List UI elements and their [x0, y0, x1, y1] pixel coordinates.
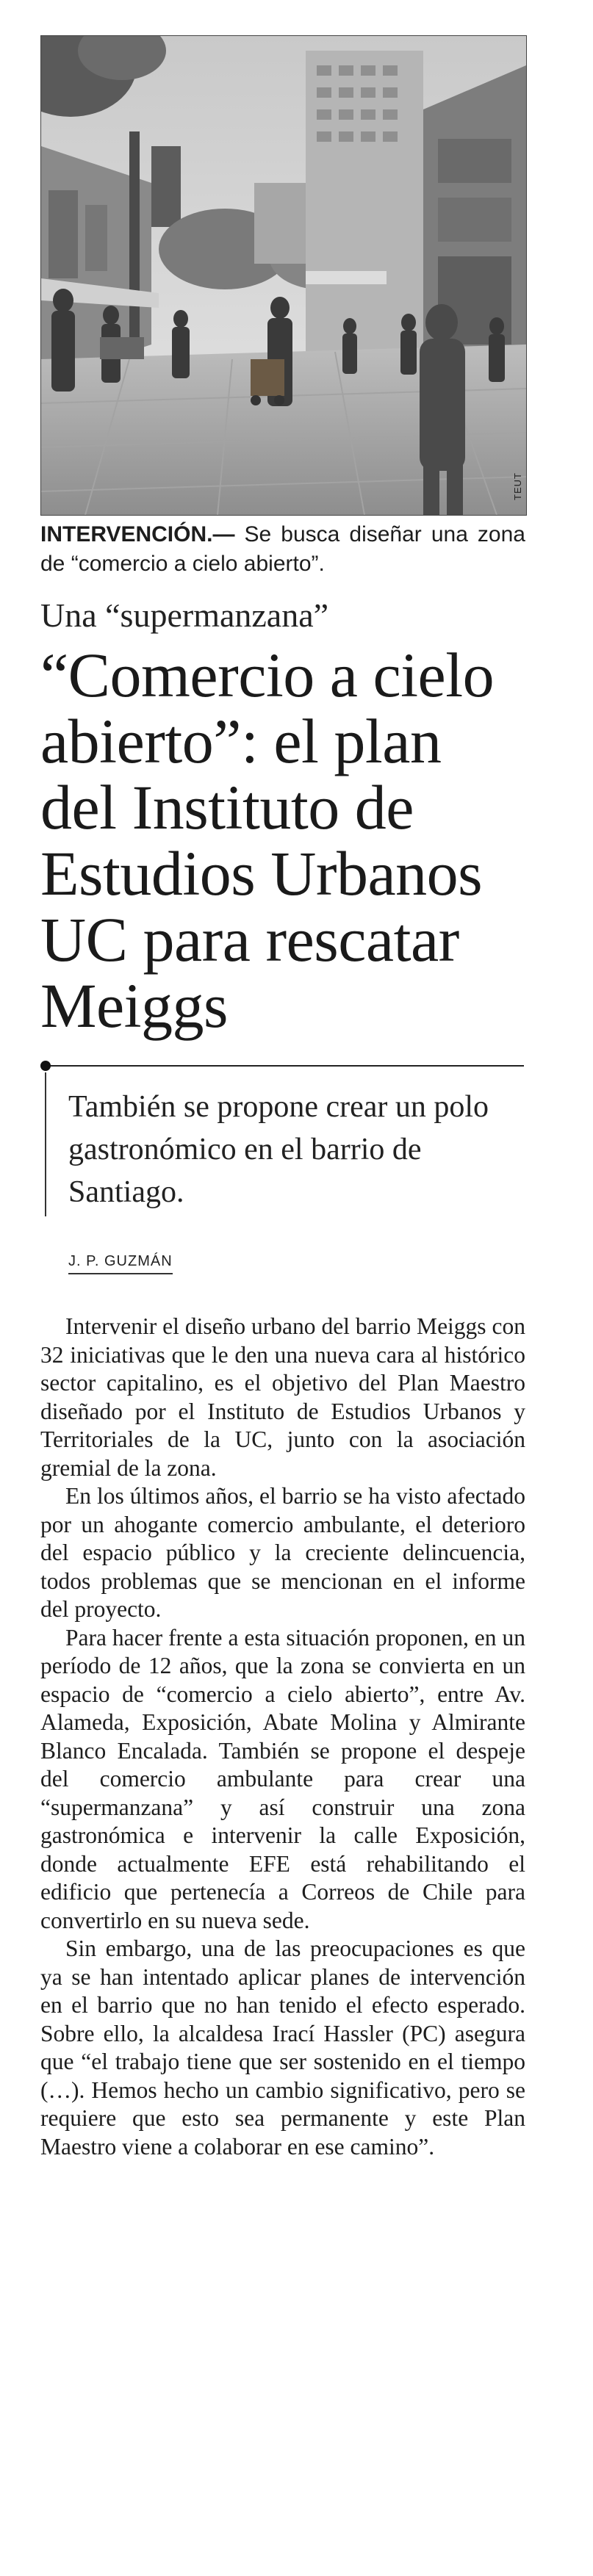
body-paragraph: Intervenir el diseño urbano del barrio Meiggs con 32 iniciativas que le den una nueva cara al histórico sector capitalino, es el objetivo del Plan Maestro diseñado por el Instituto de Estudios Urbanos y Territoriales de la UC, junto con la asociación gremial de la zona. — [40, 1313, 525, 1481]
deck: También se propone crear un polo gastronómico en el barrio de Santiago. — [68, 1090, 489, 1209]
kicker: Una “supermanzana” — [40, 596, 329, 634]
photo-credit: TEUT — [512, 472, 523, 500]
body-paragraph: En los últimos años, el barrio se ha visto afectado por un ahogante comercio ambulante, el deterioro del espacio público y la creciente delincuencia, todos problemas que se mencionan en el informe del proyecto. — [40, 1483, 525, 1622]
caption-text: Se busca diseñar una zona de “comercio a cielo abierto”. — [40, 522, 525, 576]
photo-caption — [40, 520, 525, 579]
headline-rule — [40, 1061, 525, 1071]
rule-line — [46, 1065, 524, 1067]
article-photo — [40, 35, 527, 516]
body-paragraph: Para hacer frente a esta situación proponen, en un período de 12 años, que la zona se convierta en un espacio de “comercio a cielo abierto”, entre Av. Alameda, Exposición, Abate Molina y Almirante Blanco Encalada. También se propone el despeje del comercio ambulante para crear una “supermanzana” y así construir una zona gastronómica e intervenir la calle Exposición, donde actualmente EFE está rehabilitando el edificio que pertenecía a Correos de Chile para convertirlo en su nueva sede. — [40, 1624, 525, 1933]
street-illustration — [41, 36, 526, 515]
body-paragraph: Sin embargo, una de las preocupaciones es que ya se han intentado aplicar planes de intervención en el barrio que no han tenido el efecto esperado. Sobre ello, la alcaldesa Irací Hassler (PC) asegura que “el trabajo tiene que ser sostenido en el tiempo (…). Hemos hecho un cambio significativo, pero se requiere que esto sea permanente y este Plan Maestro viene a colaborar en ese camino”. — [40, 1935, 525, 2160]
article — [40, 35, 525, 2161]
deck-block — [40, 1072, 525, 1213]
article-body — [40, 1313, 525, 2161]
caption-lead: INTERVENCIÓN.— — [40, 522, 235, 546]
deck-bar — [45, 1072, 46, 1216]
bullet-dot-icon — [40, 1061, 51, 1071]
byline: J. P. GUZMÁN — [68, 1253, 173, 1274]
headline: “Comercio a cielo abierto”: el plan del Instituto de Estudios Urbanos UC para rescatar Meiggs — [40, 640, 495, 1041]
